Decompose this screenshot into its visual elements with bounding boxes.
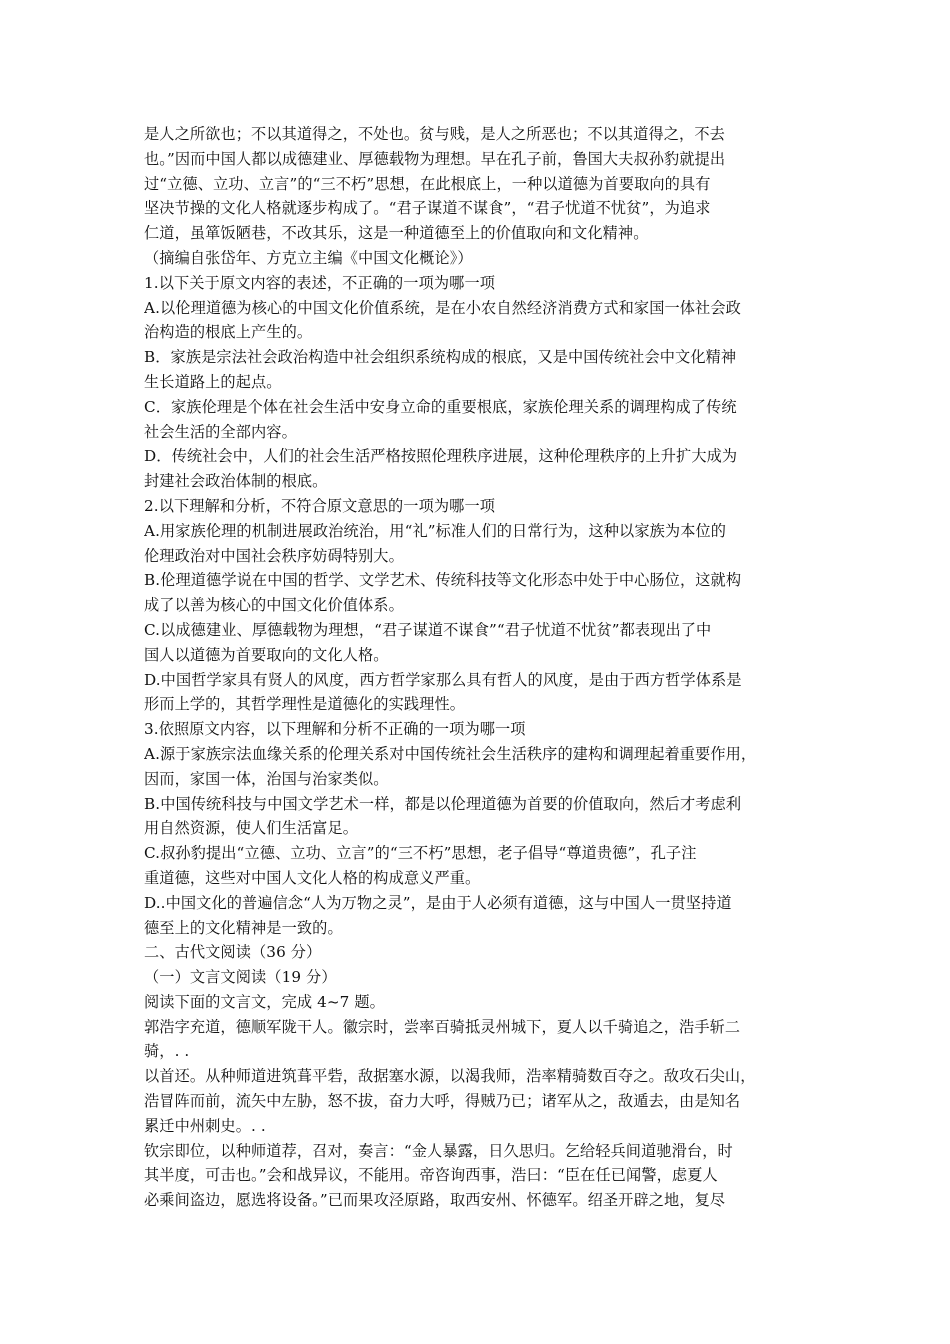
text-line: 治构造的根底上产生的。	[144, 323, 313, 342]
text-line: C.叔孙豹提出“立德、立功、立言”的“三不朽”思想，老子倡导“尊道贵德”，孔子注	[144, 844, 697, 863]
text-line: 钦宗即位，以种师道荐，召对，奏言：“金人暴露，日久思归。乞给轻兵间道驰滑台，时	[144, 1141, 733, 1160]
text-line: 社会生活的全部内容。	[144, 422, 297, 441]
text-line: D..中国文化的普遍信念“人为万物之灵”，是由于人必须有道德，这与中国人一贯坚持道	[144, 893, 732, 912]
text-line: 德至上的文化精神是一致的。	[144, 918, 343, 937]
text-line: 仁道，虽箪饭陋巷，不改其乐，这是一种道德至上的价值取向和文化精神。	[144, 224, 649, 243]
text-line: A.用家族伦理的机制进展政治统治，用“礼”标准人们的日常行为，这种以家族为本位的	[144, 521, 727, 540]
text-line: 用自然资源，使人们生活富足。	[144, 819, 359, 838]
text-line: A.源于家族宗法血缘关系的伦理关系对中国传统社会生活秩序的建构和调理起着重要作用，	[144, 744, 757, 763]
text-line: C.以成德建业、厚德载物为理想，“君子谋道不谋食”“君子忧道不忧贫”都表现出了中	[144, 620, 712, 639]
text-line: （摘编自张岱年、方克立主编《中国文化概论》）	[144, 248, 473, 267]
text-line: 成了以善为核心的中国文化价值体系。	[144, 596, 404, 615]
text-line: D.中国哲学家具有贤人的风度，西方哲学家那么具有哲人的风度，是由于西方哲学体系是	[144, 670, 742, 689]
text-line: D．传统社会中，人们的社会生活严格按照伦理秩序进展，这种伦理秩序的上升扩大成为	[144, 447, 738, 466]
text-line: 必乘间盗边，愿选将设备。”已而果攻泾原路，取西安州、怀德军。绍圣开辟之地，复尽	[144, 1191, 726, 1210]
text-line: 浩冒阵而前，流矢中左胁，怒不拔，奋力大呼，得贼乃已；诸军从之，敌遁去，由是知名	[144, 1092, 741, 1111]
text-line: 以首还。从种师道进筑葺平砦，敌据塞水源，以渴我师，浩率精骑数百夺之。敌攻石尖山，	[144, 1067, 756, 1086]
text-line: 伦理政治对中国社会秩序妨碍特别大。	[144, 546, 404, 565]
text-line: B.中国传统科技与中国文学艺术一样，都是以伦理道德为首要的价值取向，然后才考虑利	[144, 794, 742, 813]
text-line: 坚决节操的文化人格就逐步构成了。“君子谋道不谋食”，“君子忧道不忧贫”，为追求	[144, 199, 711, 218]
text-line: B．家族是宗法社会政治构造中社会组织系统构成的根底，又是中国传统社会中文化精神	[144, 348, 737, 367]
text-line: 3.依照原文内容，以下理解和分析不正确的一项为哪一项	[144, 720, 526, 739]
text-line: 生长道路上的起点。	[144, 372, 282, 391]
text-line: 累迁中州刺史。. .	[144, 1116, 266, 1135]
text-line: 1.以下关于原文内容的表述，不正确的一项为哪一项	[144, 273, 496, 292]
text-line: 是人之所欲也；不以其道得之，不处也。贫与贱，是人之所恶也；不以其道得之，不去	[144, 125, 725, 143]
text-line: 阅读下面的文言文，完成 4~7 题。	[144, 992, 385, 1011]
text-line: 因而，家国一体，治国与治家类似。	[144, 769, 389, 788]
text-line: A.以伦理道德为核心的中国文化价值系统，是在小农自然经济消费方式和家国一体社会政	[144, 298, 741, 317]
document-body	[144, 122, 812, 1213]
text-line: 郭浩字充道，德顺军陇干人。徽宗时，尝率百骑抵灵州城下，夏人以千骑追之，浩手斩二	[144, 1017, 741, 1036]
text-line: B.伦理道德学说在中国的哲学、文学艺术、传统科技等文化形态中处于中心肠位，这就构	[144, 571, 742, 590]
text-line: 2.以下理解和分析，不符合原文意思的一项为哪一项	[144, 496, 496, 515]
text-line: 二、古代文阅读（36 分）	[144, 943, 322, 962]
text-line: 骑，. .	[144, 1042, 190, 1061]
text-line: C．家族伦理是个体在社会生活中安身立命的重要根底，家族伦理关系的调理构成了传统	[144, 397, 737, 416]
text-line: 其半度，可击也。”会和战异议，不能用。帝咨询西事，浩曰：“臣在任已闻警，虑夏人	[144, 1166, 718, 1185]
text-line: 形而上学的，其哲学理性是道德化的实践理性。	[144, 695, 466, 714]
text-line: 封建社会政治体制的根底。	[144, 472, 328, 491]
text-line: 也。”因而中国人都以成德建业、厚德载物为理想。早在孔子前，鲁国大夫叔孙豹就提出	[144, 149, 726, 168]
text-line: 重道德，这些对中国人文化人格的构成意义严重。	[144, 868, 481, 887]
text-line: （一）文言文阅读（19 分）	[144, 968, 337, 987]
text-line: 国人以道德为首要取向的文化人格。	[144, 645, 389, 664]
text-line: 过“立德、立功、立言”的“三不朽”思想，在此根底上，一种以道德为首要取向的具有	[144, 174, 711, 193]
